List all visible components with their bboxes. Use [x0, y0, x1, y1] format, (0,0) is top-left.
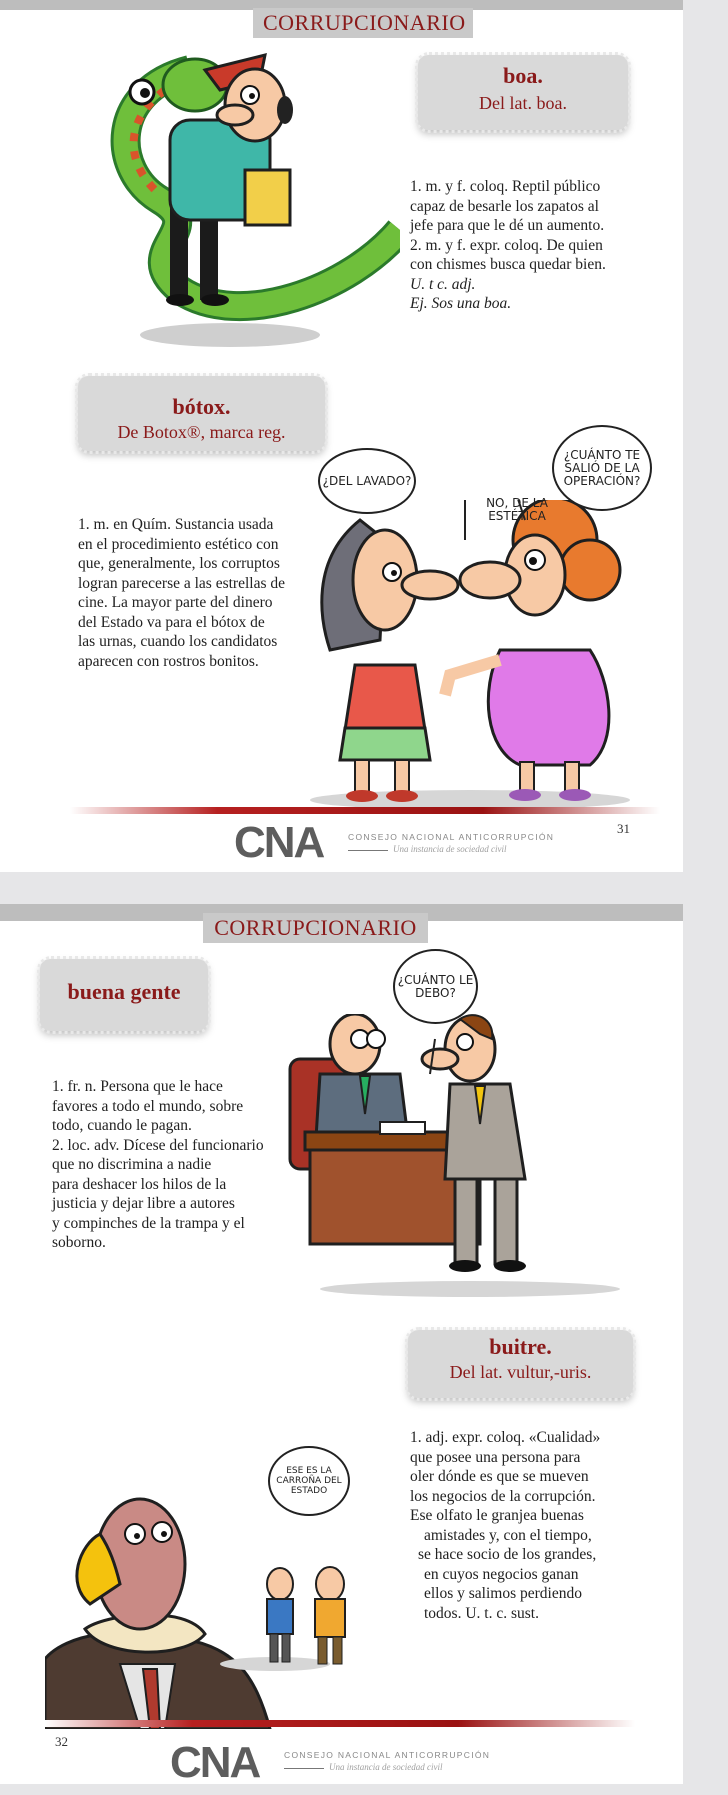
term-title: buitre.: [489, 1334, 552, 1359]
speech-bubble-cuanto-debo: ¿CUÁNTO LE DEBO?: [393, 949, 478, 1024]
term-title: boa.: [503, 63, 543, 88]
term-etymology: Del lat. vultur,-uris.: [449, 1362, 592, 1382]
term-box-buitre: [408, 1330, 633, 1398]
definition-line: y compinches de la trampa y el: [52, 1214, 245, 1232]
bottom-rule: [45, 1720, 635, 1727]
definition-line: 1. m. y f. coloq. Reptil público: [410, 178, 601, 195]
definition-buena-gente: [52, 1077, 275, 1253]
page-number: 32: [55, 1734, 68, 1749]
term-box-botox: [78, 376, 325, 451]
page-31: [0, 0, 683, 872]
definition-line: que, generalmente, los corruptos: [78, 555, 280, 572]
definition-boa: [410, 177, 635, 314]
definition-line: aparecen con rostros bonitos.: [78, 652, 259, 670]
definition-line: soborno.: [52, 1234, 106, 1251]
definition-line: 2. loc. adv. Dícese del funcionario: [52, 1136, 264, 1154]
definition-line: todos. U. t. c. sust.: [424, 1604, 539, 1622]
definition-line: 2. m. y f. expr. coloq. De quien: [410, 236, 603, 254]
two-women-illustration: [300, 500, 660, 815]
term-etymology: Del lat. boa.: [479, 93, 567, 113]
cna-logo: CNA: [170, 1738, 260, 1784]
definition-line: Ej. Sos una boa.: [410, 295, 512, 312]
definition-line: amistades y, con el tiempo,: [424, 1526, 592, 1544]
vulture-illustration: [45, 1474, 415, 1729]
definition-line: Ese olfato le granjea buenas: [410, 1507, 584, 1524]
definition-line: U. t c. adj.: [410, 275, 476, 293]
term-title: buena gente: [67, 979, 181, 1004]
definition-line: en el procedimiento estético con: [78, 535, 279, 553]
definition-line: los negocios de la corrupción.: [410, 1487, 596, 1505]
speech-bubble-cuanto-salio: ¿CUÁNTO TE SALIÓ DE LA OPERACIÓN?: [552, 425, 652, 511]
term-box-boa: [418, 55, 628, 130]
page-header: CORRUPCIONARIO: [253, 8, 473, 38]
definition-line: todo, cuando le pagan.: [52, 1117, 192, 1134]
organization-name: CONSEJO NACIONAL ANTICORRUPCIÓN: [348, 832, 555, 842]
definition-botox: [78, 515, 303, 671]
definition-line: cine. La mayor parte del dinero: [78, 594, 273, 611]
speech-bubble-carrona: ESE ES LA CARROÑA DEL ESTADO: [268, 1446, 350, 1516]
office-bribe-illustration: [280, 1014, 630, 1299]
page-32: [0, 904, 683, 1784]
definition-line: las urnas, cuando los candidatos: [78, 633, 278, 650]
definition-line: favores a todo el mundo, sobre: [52, 1097, 244, 1115]
speech-bubble-del-lavado: ¿DEL LAVADO?: [318, 448, 416, 514]
term-title: bótox.: [172, 394, 231, 419]
definition-line: 1. fr. n. Persona que le hace: [52, 1078, 223, 1095]
page-header: CORRUPCIONARIO: [203, 913, 428, 943]
definition-line: jefe para que le dé un aumento.: [410, 217, 605, 234]
definition-line: ellos y salimos perdiendo: [424, 1585, 582, 1602]
definition-line: se hace socio de los grandes,: [418, 1546, 597, 1563]
definition-line: capaz de besarle los zapatos al: [410, 197, 599, 215]
organization-name: CONSEJO NACIONAL ANTICORRUPCIÓN: [284, 1750, 491, 1760]
definition-line: para deshacer los hilos de la: [52, 1175, 227, 1193]
definition-line: que no discrimina a nadie: [52, 1156, 212, 1173]
definition-line: justicia y dejar libre a autores: [52, 1195, 235, 1212]
definition-line: del Estado va para el bótox de: [78, 613, 265, 631]
definition-line: 1. m. en Quím. Sustancia usada: [78, 516, 274, 533]
definition-line: con chismes busca quedar bien.: [410, 256, 606, 273]
term-box-buena-gente: [40, 959, 208, 1031]
speech-text-no-estetica: NO, DE LA ESTÉTICA: [486, 496, 548, 523]
definition-line: logran parecerse a las estrellas de: [78, 574, 285, 592]
bottom-rule: [70, 807, 660, 814]
term-etymology: De Botox®, marca reg.: [117, 422, 286, 442]
cna-logo: CNA: [234, 818, 324, 867]
organization-tagline: Una instancia de sociedad civil: [393, 844, 507, 854]
tagline-rule: [284, 1768, 324, 1769]
definition-line: 1. adj. expr. coloq. «Cualidad»: [410, 1429, 601, 1446]
tagline-rule: [348, 850, 388, 851]
definition-line: oler dónde es que se mueven: [410, 1468, 589, 1485]
snake-man-illustration: [70, 50, 400, 350]
definition-line: en cuyos negocios ganan: [424, 1565, 579, 1583]
organization-tagline: Una instancia de sociedad civil: [329, 1762, 443, 1772]
definition-buitre: [410, 1428, 635, 1623]
page-number: 31: [617, 821, 630, 836]
definition-line: que posee una persona para: [410, 1448, 581, 1466]
